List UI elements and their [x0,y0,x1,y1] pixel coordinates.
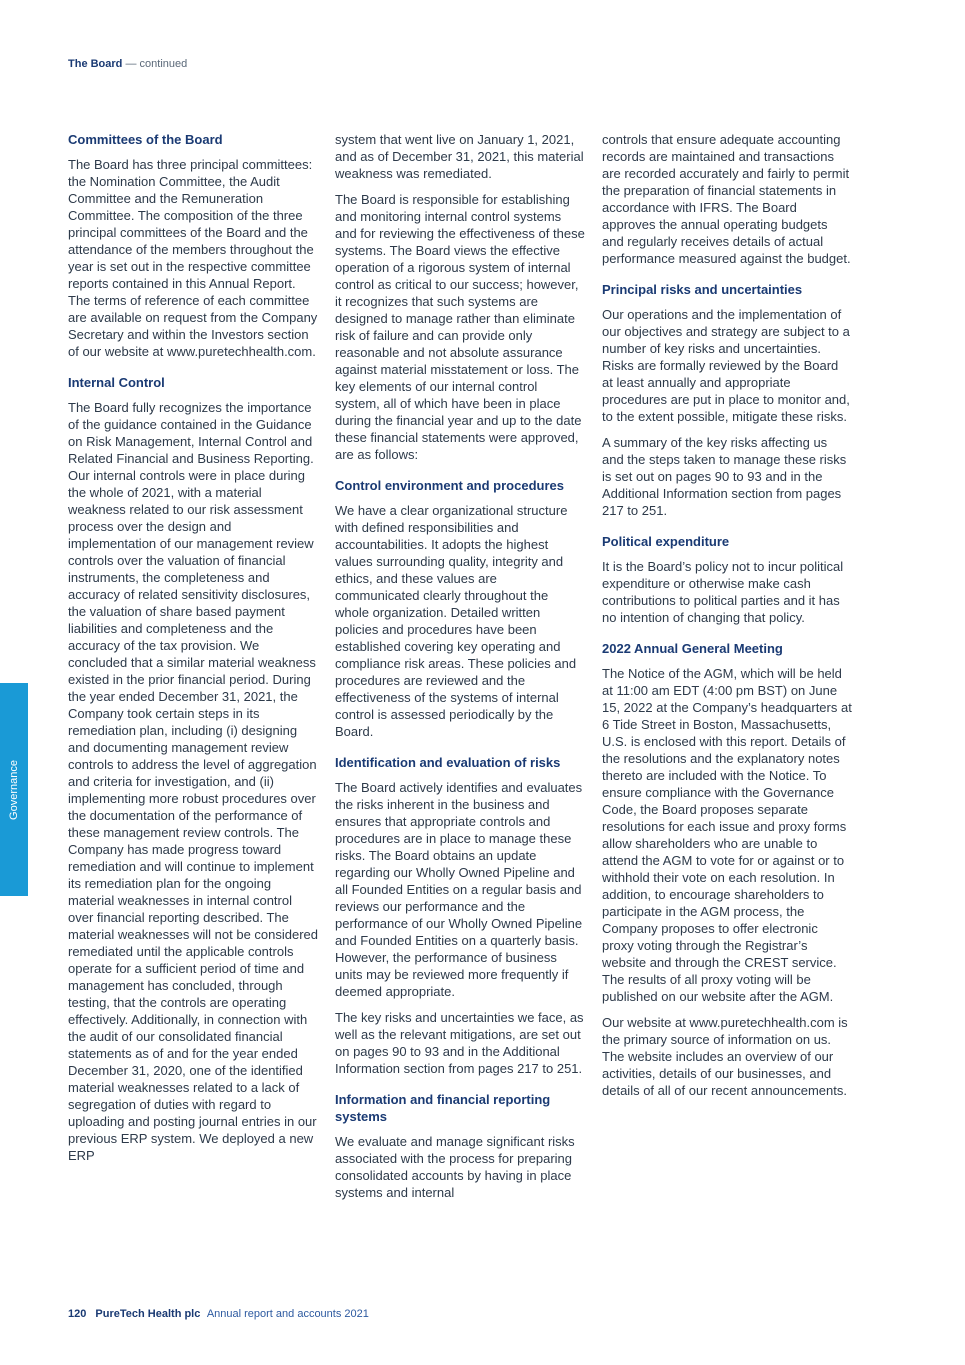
continuation-paragraph: controls that ensure adequate accounting records are maintained and transactions are recorded accurately and fairly to permit the preparation of financial statements in accordance with IFRS. The Board approves the annual operating budgets and regularly receives details of actual performance measured against the budget. [602,132,851,266]
internal-control-paragraph: The Board fully recognizes the importance of the guidance contained in the Guidance on Risk Management, Internal Control and Related Financial and Business Reporting. Our internal controls were in place during the whole of 2021, with a material weakness related to our risk assessment process over the design and implementation of our management review controls over the valuation of financial instruments, the completeness and accuracy of related sensitivity disclosures, the valuation of share based payment liabilities and completeness and the accuracy of the tax provision. We concluded that a similar material weakness existed in the prior financial period. During the year ended December 31, 2021, the Company took certain steps in its remediation plan, including (i) designing and documenting management review controls to address the level of aggregation and criteria for investigation, and (ii) implementing more robust procedures over the documentation of the performance of these management review controls. The Company has made progress toward remediation and will continue to implement its remediation plan for the ongoing material weaknesses in internal control over financial reporting described. The material weaknesses will not be considered remediated until the applicable controls operate for a sufficient period of time and management has concluded, through testing, that the controls are operating effectively. Additionally, in connection with the audit of our consolidated financial statements as of and for the year ended December 31, 2020, one of the identified material weaknesses related to a lack of segregation of duties with regard to uploading and posting journal entries in our previous ERP system. We deployed a new ERP [68,400,319,1163]
report-title: Annual report and accounts 2021 [206,1308,369,1320]
running-head-continued: — continued [125,58,188,70]
running-head-section: The Board [68,58,123,70]
control-environment-section [335,477,585,740]
identification-heading: Identification and evaluation of risks [335,755,561,770]
column-3 [602,131,852,1113]
info-systems-section [335,1091,585,1201]
page-number: 120 [68,1308,87,1320]
column-2 [335,131,585,1215]
committees-heading: Committees of the Board [68,132,223,147]
control-environment-paragraph: We have a clear organizational structure with defined responsibilities and accountabilities. It adopts the highest values surrounding quality, integrity and ethics, and these values are communicated clearly throughout the whole organization. Detailed written policies and procedures have been established covering key operating and compliance risk areas. These policies and procedures are reviewed and the effectiveness of the systems of internal control is assessed periodically by the Board. [335,503,577,739]
committees-paragraph: The Board has three principal committees: the Nomination Committee, the Audit Committee and the Remuneration Committee. The composition of the three principal committees of the Board and the attendance of the members throughout the year is set out in the respective committee reports contained in this Annual Report. The terms of reference of each committee are available on request from the Company Secretary and within the Investors section of our website at www.puretechhealth.com. [68,157,318,359]
identification-paragraph: The Board actively identifies and evaluates the risks inherent in the business and ensures that appropriate controls and procedures are in place to manage these risks. The Board obtains an update regarding our Wholly Owned Pipeline and all Founded Entities on a regular basis and reviews our performance and the performance of our Wholly Owned Pipeline and Founded Entities on a quarterly basis. However, the performance of business units may be reviewed more frequently if deemed appropriate. [335,780,583,999]
internal-control-continued [335,131,585,463]
principal-risks-paragraph: A summary of the key risks affecting us and the steps taken to manage these risks is set out on pages 90 to 93 and in the Additional Information section from pages 217 to 251. [602,435,847,518]
column-1 [68,131,318,1178]
principal-risks-paragraph: Our operations and the implementation of our objectives and strategy are subject to a number of key risks and uncertainties. Risks are formally reviewed by the Board at least annually and appropriate procedures are put in place to monitor and, to the extent possible, mitigate these risks. [602,307,850,424]
agm-heading: 2022 Annual General Meeting [602,641,783,656]
identification-paragraph: The key risks and uncertainties we face, as well as the relevant mitigations, are set out on pages 90 to 93 and in the Additional Information section from pages 217 to 251. [335,1010,584,1076]
agm-section [602,640,852,1099]
internal-control-section [68,374,318,1164]
company-name: PureTech Health plc [95,1308,201,1320]
political-paragraph: It is the Board’s policy not to incur political expenditure or otherwise make cash contributions to political parties and it has no intention of changing that policy. [602,559,844,625]
side-tab-label: Governance [8,759,20,820]
political-heading: Political expenditure [602,534,730,549]
info-systems-continued [602,131,852,267]
section-side-tab [0,683,28,896]
running-head [68,58,187,70]
identification-section [335,754,585,1077]
committees-section [68,131,318,360]
control-environment-heading: Control environment and procedures [335,478,564,493]
info-systems-paragraph: We evaluate and manage significant risks associated with the process for preparing consolidated accounts by having in place systems and internal [335,1134,575,1200]
agm-paragraph: Our website at www.puretechhealth.com is the primary source of information on us. The website includes an overview of our activities, details of our businesses, and details of all of our recent announcements. [602,1015,848,1098]
internal-control-heading: Internal Control [68,375,165,390]
political-section [602,533,852,626]
principal-risks-heading: Principal risks and uncertainties [602,282,803,297]
info-systems-heading: Information and financial reporting systems [335,1092,551,1124]
continuation-paragraph: The Board is responsible for establishing and monitoring internal control systems and for reviewing the effectiveness of these systems. The Board views the effective operation of a rigorous system of internal control as critical to our success; however, it recognizes that such systems are designed to manage rather than eliminate risk of failure and can provide only reasonable and not absolute assurance against material misstatement or loss. The key elements of our internal control system, all of which have been in place during the financial year and up to the date these financial statements were approved, are as follows: [335,192,585,462]
continuation-paragraph: system that went live on January 1, 2021, and as of December 31, 2021, this material weakness was remediated. [335,132,584,181]
page-footer [68,1308,369,1320]
agm-paragraph: The Notice of the AGM, which will be held at 11:00 am EDT (4:00 pm BST) on June 15, 2022 at the Company’s headquarters at 6 Tide Street in Boston, Massachusetts, U.S. is enclosed with this report. Details of the resolutions and the explanatory notes thereto are included with the Notice. To ensure compliance with the Governance Code, the Board proposes separate resolutions for each issue and proxy forms allow shareholders who are unable to attend the AGM to vote for or against or to withhold their vote on each resolution. In addition, to encourage shareholders to participate in the AGM process, the Company proposes to offer electronic proxy voting through the Registrar’s website and through the CREST service. The results of all proxy voting will be published on our website after the AGM. [602,666,852,1004]
principal-risks-section [602,281,852,519]
